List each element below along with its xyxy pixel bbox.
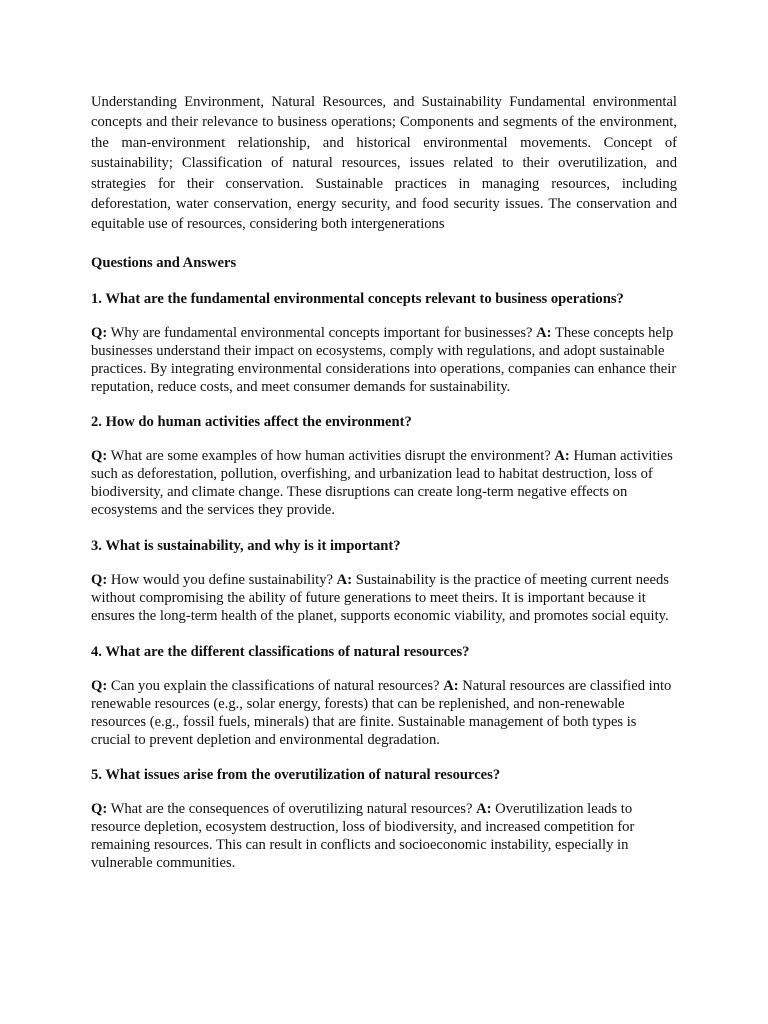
answer-text: Sustainability is the practice of meeting current needs without compromising the ability of future generations to meet theirs. It is important because it ensures the long-term health of the planet, supports economic viability, and promotes social equity. [91, 572, 669, 624]
section-heading: Questions and Answers [91, 254, 237, 271]
q-marker: Q: [91, 801, 108, 818]
qa-paragraph-2 [91, 448, 677, 520]
document-page [91, 92, 677, 889]
a-marker: A: [476, 801, 492, 818]
question-heading-3: 3. What is sustainability, and why is it important? [91, 538, 401, 555]
a-marker: A: [536, 324, 552, 341]
answer-text: Overutilization leads to resource depletion, ecosystem destruction, loss of biodiversity, and increased competition for remaining resources. This can result in conflicts and socioeconomic instability, especially in vulnerable communities. [91, 801, 635, 872]
question-text: How would you define sustainability? [110, 572, 333, 589]
qa-paragraph-1 [91, 325, 677, 397]
qa-paragraph-3 [91, 572, 677, 626]
question-text: What are the consequences of overutilizing natural resources? [110, 801, 473, 818]
question-heading-1: 1. What are the fundamental environmental concepts relevant to business operations? [91, 290, 624, 307]
answer-text: These concepts help businesses understand their impact on ecosystems, comply with regulations, and adopt sustainable practices. By integrating environmental considerations into operations, companies can enhance their reputation, reduce costs, and meet consumer demands for sustainability. [91, 324, 677, 395]
question-heading-2: 2. How do human activities affect the environment? [91, 414, 412, 431]
answer-text: Natural resources are classified into renewable resources (e.g., solar energy, forests) that can be replenished, and non-renewable resources (e.g., fossil fuels, minerals) that are finite. Sustainable management of both types is crucial to prevent depletion and environmental degradation. [91, 677, 672, 748]
q-marker: Q: [91, 324, 108, 341]
a-marker: A: [554, 448, 570, 465]
q-marker: Q: [91, 448, 108, 465]
a-marker: A: [443, 677, 459, 694]
question-heading-5: 5. What issues arise from the overutilization of natural resources? [91, 767, 501, 784]
question-text: What are some examples of how human activities disrupt the environment? [110, 448, 551, 465]
question-text: Why are fundamental environmental concepts important for businesses? [110, 324, 533, 341]
answer-text: Human activities such as deforestation, pollution, overfishing, and urbanization lead to habitat destruction, loss of biodiversity, and climate change. These disruptions can create long-term negative effects on ecosystems and the services they provide. [91, 448, 673, 519]
qa-paragraph-5 [91, 801, 677, 873]
question-text: Can you explain the classifications of natural resources? [110, 677, 440, 694]
q-marker: Q: [91, 572, 108, 589]
q-marker: Q: [91, 677, 108, 694]
qa-paragraph-4 [91, 678, 677, 750]
question-heading-4: 4. What are the different classifications of natural resources? [91, 643, 470, 660]
a-marker: A: [336, 572, 353, 589]
intro-paragraph: Understanding Environment, Natural Resources, and Sustainability Fundamental environmental concepts and their relevance to business operations; Components and segments of the environment, the man-environment relationship, and historical environmental movements. Concept of sustainability; Classification of natural resources, issues related to their overutilization, and strategies for their conservation. Sustainable practices in managing resources, including deforestation, water conservation, energy security, and food security issues. The conservation and equitable use of resources, considering both intergenerations [91, 94, 677, 233]
